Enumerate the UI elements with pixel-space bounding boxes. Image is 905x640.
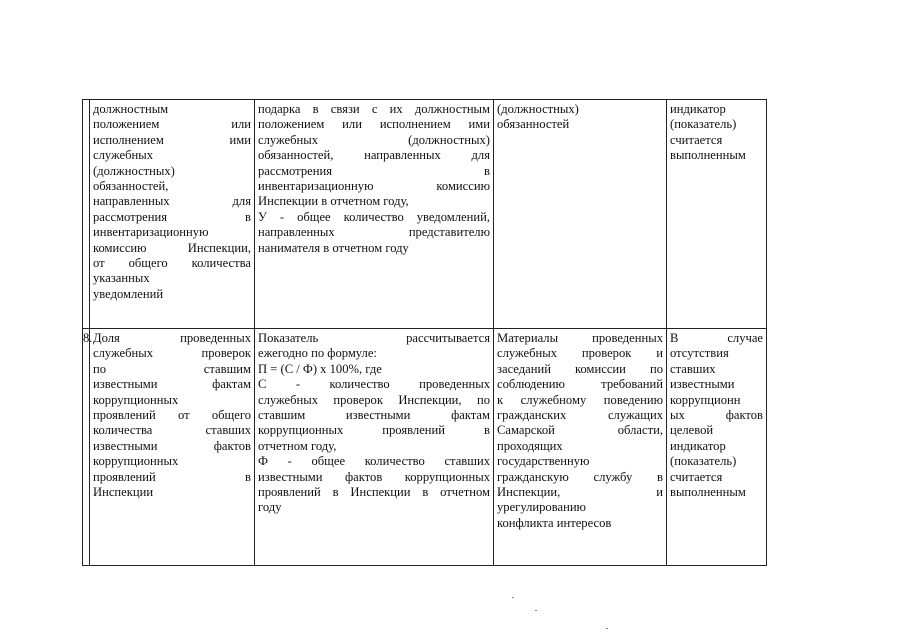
text-line: известными фактов [93,438,251,453]
text-line: Показатель рассчитывается [258,331,490,345]
text-line: году [258,500,282,515]
text-line: подарка в связи с их должностным [258,102,490,116]
text-line: известными фактов коррупционных [258,469,490,484]
text-line: Ф - общее количество ставших [258,454,490,469]
text-line: исполнением ими [93,132,251,147]
text-line: к служебному поведению [497,392,663,407]
text-line: ых фактов [670,408,763,423]
text-line: комиссию Инспекции, [93,240,251,255]
indicator-name-cell [90,329,255,566]
text-line: коррупционных [93,454,179,469]
text-line: У - общее количество уведомлений, [258,209,490,224]
text-line: известными фактам [93,377,251,392]
note-cell [667,100,767,329]
text-line: государственную [497,454,590,469]
text-line: отчетном году, [258,438,337,453]
text-line: от общего количества [93,256,251,271]
text-line: по ставшим [93,361,251,376]
text-line: инвентаризационную комиссию [258,179,490,194]
source-cell [494,100,667,329]
text-line: коррупционн [670,392,741,407]
text-line: рассмотрения в [258,163,490,178]
scan-speck [606,628,608,629]
text-line: коррупционных [93,392,179,407]
text-line: считается [670,132,723,147]
table-row-continued [83,100,767,329]
text-line: служебных (должностных) [258,132,490,147]
text-line: направленных для [93,194,251,209]
text-line: уведомлений [93,286,164,301]
table-row-8 [83,329,767,566]
text-line: Инспекции [93,485,154,500]
text-line: конфликта интересов [497,515,612,530]
text-line: Доля проведенных [93,331,251,345]
text-line: обязанностей, направленных для [258,148,490,163]
scan-speck [535,610,537,611]
calculation-cell [255,329,494,566]
text-line: заседаний комиссии по [497,361,663,376]
calculation-cell [255,100,494,329]
text-line: П = (С / Ф) х 100%, где [258,361,382,376]
text-line: положением или [93,117,251,132]
text-line: индикатор [670,438,726,453]
text-line: служебных проверок Инспекции, по [258,392,490,407]
row-number-cell [83,100,90,329]
text-line: рассмотрения в [93,209,251,224]
text-line: ежегодно по формуле: [258,346,377,361]
text-line: выполненным [670,485,746,500]
indicator-name-cell [90,100,255,329]
source-cell [494,329,667,566]
text-line: известными [670,377,735,392]
text-line: количества ставших [93,423,251,438]
text-line: проявлений от общего [93,408,251,423]
text-line: Самарской области, [497,423,663,438]
text-line: считается [670,469,723,484]
text-line: (показатель) [670,117,737,132]
scan-speck [512,597,514,598]
text-line: проявлений в [93,469,251,484]
text-line: инвентаризационную [93,225,209,240]
note-cell [667,329,767,566]
indicators-table [82,99,767,566]
text-line: Материалы проведенных [497,331,663,345]
text-line: обязанностей, [93,179,169,194]
text-line: ставших [670,361,716,376]
text-line: отсутствия [670,346,729,361]
text-line: обязанностей [497,117,570,132]
text-line: индикатор [670,102,726,116]
text-line: целевой [670,423,714,438]
text-line: проявлений в Инспекции в отчетном [258,485,490,500]
text-line: Инспекции в отчетном году, [258,194,409,209]
text-line: урегулированию [497,500,586,515]
text-line: служебных [93,148,154,163]
text-line: должностным [93,102,169,116]
text-line: (должностных) [497,102,579,116]
text-line: коррупционных проявлений в [258,423,490,438]
text-line: (должностных) [93,163,175,178]
text-line: (показатель) [670,454,737,469]
text-line: указанных [93,271,150,286]
text-line: служебных проверок и [497,346,663,361]
text-line: служебных проверок [93,346,251,361]
text-line: соблюдению требований [497,377,663,392]
text-line: положением или исполнением ими [258,117,490,132]
text-line: С - количество проведенных [258,377,490,392]
text-line: гражданскую службу в [497,469,663,484]
text-line: направленных представителю [258,225,490,240]
text-line: проходящих [497,438,563,453]
row-number-cell: 8. [83,329,90,566]
text-line: гражданских служащих [497,408,663,423]
text-line: выполненным [670,148,746,163]
text-line: В случае [670,331,763,345]
text-line: Инспекции, и [497,485,663,500]
text-line: ставшим известными фактам [258,408,490,423]
text-line: нанимателя в отчетном году [258,240,409,255]
